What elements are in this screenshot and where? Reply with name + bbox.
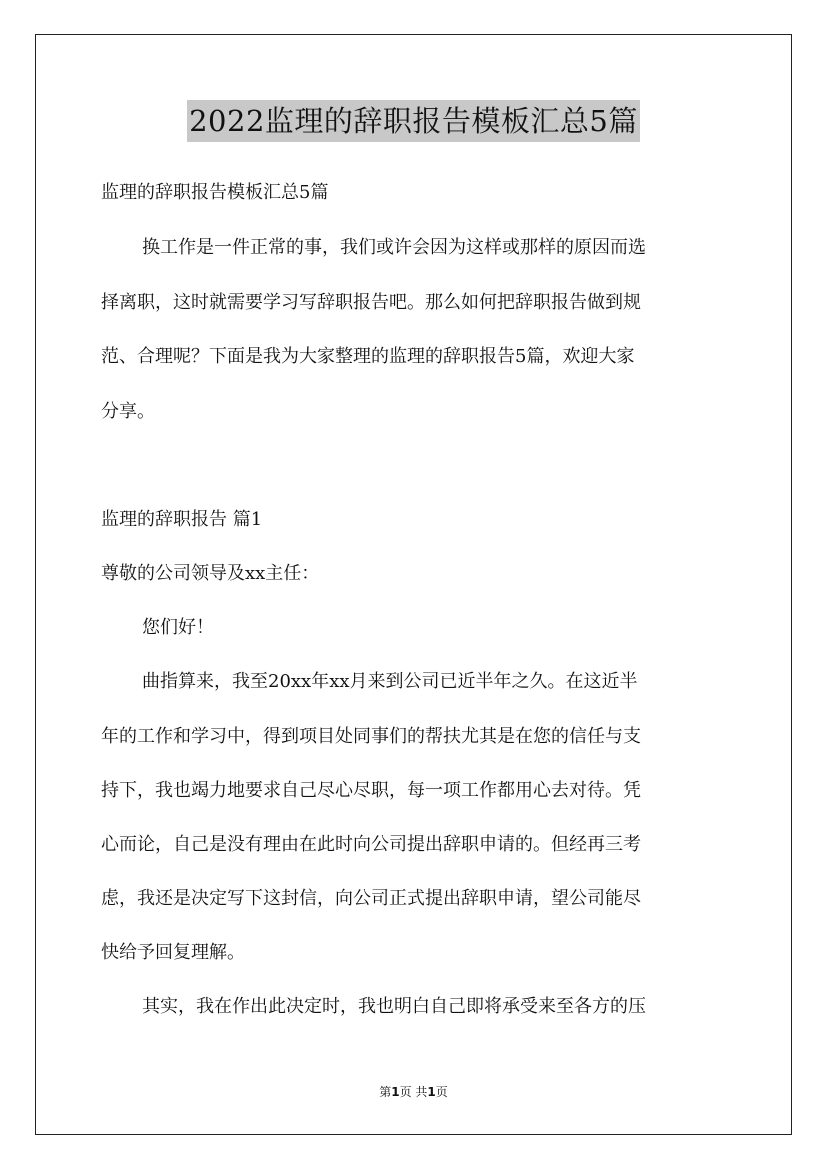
paragraph-line: 曲指算来，我至20xx年xx月来到公司已近半年之久。在这近半	[142, 671, 638, 692]
paragraph-line: 心而论，自己是没有理由在此时向公司提出辞职申请的。但经再三考	[101, 834, 641, 855]
footer-page-number: 1	[391, 1085, 400, 1099]
salutation: 尊敬的公司领导及xx主任：	[101, 563, 320, 584]
page-footer	[0, 1084, 827, 1100]
subtitle-line: 监理的辞职报告模板汇总5篇	[101, 182, 329, 203]
document-title: 2022监理的辞职报告模板汇总5篇	[187, 100, 640, 142]
greeting: 您们好！	[142, 617, 214, 638]
paragraph-line: 持下，我也竭力地要求自己尽心尽职，每一项工作都用心去对待。凭	[101, 780, 641, 801]
section-heading: 监理的辞职报告 篇1	[101, 509, 263, 530]
paragraph-line: 换工作是一件正常的事，我们或许会因为这样或那样的原因而选	[142, 237, 646, 258]
paragraph-line: 虑，我还是决定写下这封信，向公司正式提出辞职申请，望公司能尽	[101, 888, 641, 909]
paragraph-line: 择离职，这时就需要学习写辞职报告吧。那么如何把辞职报告做到规	[101, 292, 641, 313]
paragraph-line: 年的工作和学习中，得到项目处同事们的帮扶尤其是在您的信任与支	[101, 726, 641, 747]
footer-suffix: 页	[435, 1085, 448, 1099]
paragraph-line: 分享。	[101, 401, 155, 422]
paragraph-line: 范、合理呢？下面是我为大家整理的监理的辞职报告5篇，欢迎大家	[101, 346, 635, 367]
footer-mid: 页 共	[399, 1085, 428, 1099]
paragraph-line: 其实，我在作出此决定时，我也明白自己即将承受来至各方的压	[142, 996, 646, 1017]
title-container	[0, 100, 827, 142]
footer-total-pages: 1	[427, 1085, 436, 1099]
paragraph-line: 快给予回复理解。	[101, 942, 245, 963]
footer-prefix: 第	[379, 1085, 392, 1099]
